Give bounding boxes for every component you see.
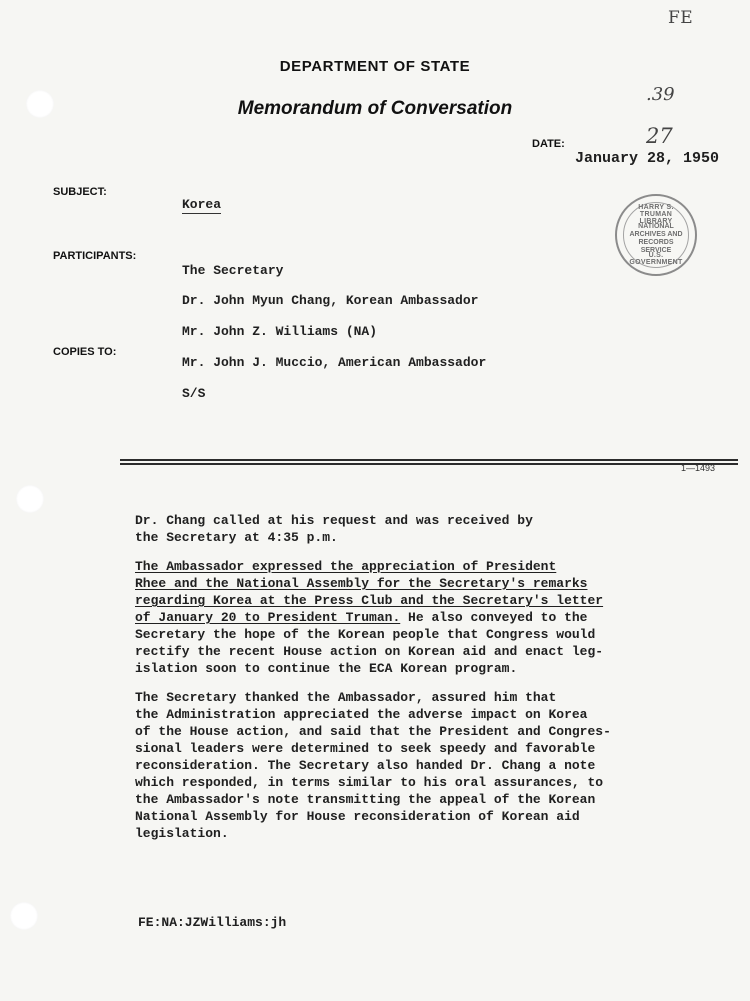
divider-line	[120, 463, 738, 465]
copy-recipient-item: Mr. John J. Muccio, American Ambassador	[182, 355, 487, 370]
divider-line	[120, 459, 738, 461]
punch-hole	[16, 485, 44, 513]
underlined-body-text: The Ambassador expressed the appreciation of President Rhee and the National Assembly for the Secretary's remarks regarding Korea at the Press Club and the Secretary's letter of January 20 to President Truman.	[135, 559, 604, 625]
participants-label: PARTICIPANTS:	[53, 250, 137, 262]
author-initials: FE:NA:JZWilliams:jh	[138, 915, 287, 930]
document-type-title: Memorandum of Conversation	[237, 98, 513, 119]
body-paragraph-1: Dr. Chang called at his request and was received by the Secretary at 4:35 p.m.	[135, 513, 533, 545]
department-title: DEPARTMENT OF STATE	[279, 58, 471, 75]
handwritten-annotation-fe: FE	[668, 8, 694, 28]
form-number: 1—1493	[681, 463, 716, 473]
handwritten-annotation-number: .39	[646, 84, 675, 105]
stamp-center-text: NATIONAL ARCHIVES AND RECORDS SERVICE	[629, 223, 683, 254]
stamp-bottom-text: U.S. GOVERNMENT	[629, 252, 683, 266]
body-paragraph-3: The Secretary thanked the Ambassador, assured him that the Administration appreciated the adverse impact on Korea of the House action, and said that the President and Congres- sional leaders were determined to seek speedy and favorable reconsideration. The Secretary also handed Dr. Chang a note which responded, in terms similar to his oral assurances, to the Ambassador's note transmitting the appeal of the Korean National Assembly for House reconsideration of Korean aid legislation.	[135, 690, 611, 841]
participant-item: The Secretary	[182, 263, 284, 278]
participant-item: Dr. John Myun Chang, Korean Ambassador	[182, 293, 479, 308]
handwritten-date-correction: 27	[646, 124, 673, 148]
punch-hole	[10, 902, 38, 930]
body-paragraph-2	[135, 558, 710, 677]
date-value: January 28, 1950	[575, 150, 720, 167]
date-label: DATE:	[532, 138, 565, 150]
subject-label: SUBJECT:	[53, 186, 107, 198]
stamp-top-text: HARRY S. TRUMAN LIBRARY	[638, 204, 674, 225]
body-paragraph-2-rest: He also conveyed to the Secretary the hope of the Korean people that Congress would rectify the recent House action on Korean aid and enact leg- islation soon to continue the ECA Korean program.	[135, 610, 604, 676]
participant-item: Mr. John Z. Williams (NA)	[182, 324, 378, 339]
subject-value: Korea	[182, 197, 222, 212]
copies-to-label: COPIES TO:	[53, 346, 117, 358]
archive-stamp	[615, 194, 697, 276]
copy-recipient-item: S/S	[182, 386, 206, 401]
